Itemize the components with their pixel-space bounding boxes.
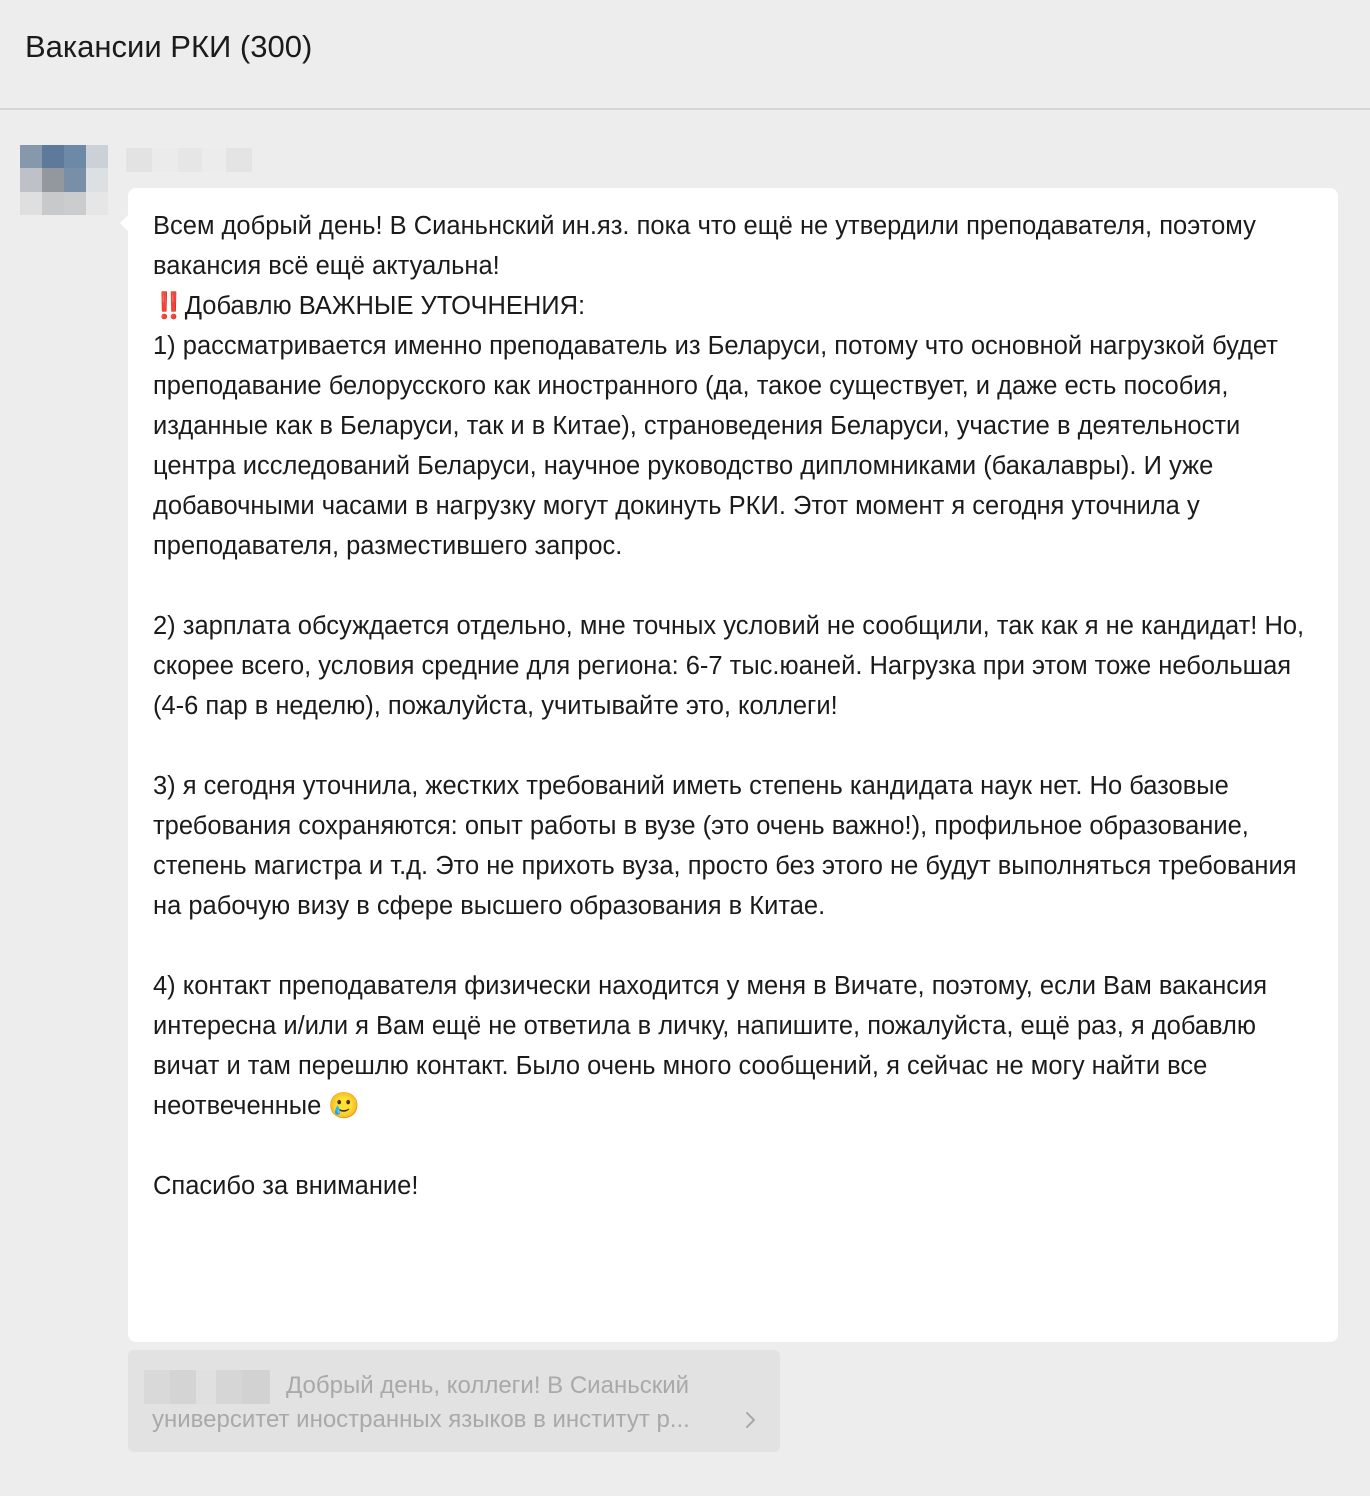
sender-name-blurred[interactable] (126, 148, 252, 172)
quote-text-line-1: Добрый день, коллеги! В Сианьский (286, 1372, 690, 1399)
sender-avatar[interactable] (20, 145, 108, 215)
chevron-right-icon[interactable] (738, 1408, 762, 1432)
quote-author-blurred (144, 1370, 270, 1404)
quote-text-line-2: университет иностранных языков в институт р... (152, 1406, 690, 1433)
chat-header (0, 0, 1370, 110)
message-text: Всем добрый день! В Сианьнский ин.яз. пока что ещё не утвердили преподавателя, поэтому вакансия всё ещё актуальна! ‼️Добавлю ВАЖНЫЕ УТОЧНЕНИЯ: 1) рассматривается именно преподаватель из Беларуси, потому что основной нагрузкой будет преподавание белорусского как иностранного (да, такое существует, и даже есть пособия, изданные как в Беларуси, так и в Китае), страноведения Беларуси, участие в деятельности центра исследований Беларуси, научное руководство дипломниками (бакалавры). И уже добавочными часами в нагрузку могут докинуть РКИ. Этот момент я сегодня уточнила у преподавателя, разместившего запрос. 2) зарплата обсуждается отдельно, мне точных условий не сообщили, так как я не кандидат! Но, скорее всего, условия средние для региона: 6-7 тыс.юаней. Нагрузка при этом тоже небольшая (4-6 пар в неделю), пожалуйста, учитывайте это, коллеги! 3) я сегодня уточнила, жестких требований иметь степень кандидата наук нет. Но базовые требования сохраняются: опыт работы в вузе (это очень важно!), профильное образование, степень магистра и т.д. Это не прихоть вуза, просто без этого не будут выполняться требования на рабочую визу в сфере высшего образования в Китае. 4) контакт преподавателя физически находится у меня в Вичате, поэтому, если Вам вакансия интересна и/или я Вам ещё не ответила в личку, напишите, пожалуйста, ещё раз, я добавлю вичат и там перешлю контакт. Было очень много сообщений, я сейчас не могу найти все неотвеченные 🥲 Спасибо за внимание! (153, 212, 1305, 1200)
quoted-message[interactable] (128, 1350, 780, 1452)
message-bubble[interactable] (128, 188, 1338, 1342)
bubble-tail (120, 214, 129, 232)
chat-title[interactable]: Вакансии РКИ (300) (25, 29, 313, 64)
